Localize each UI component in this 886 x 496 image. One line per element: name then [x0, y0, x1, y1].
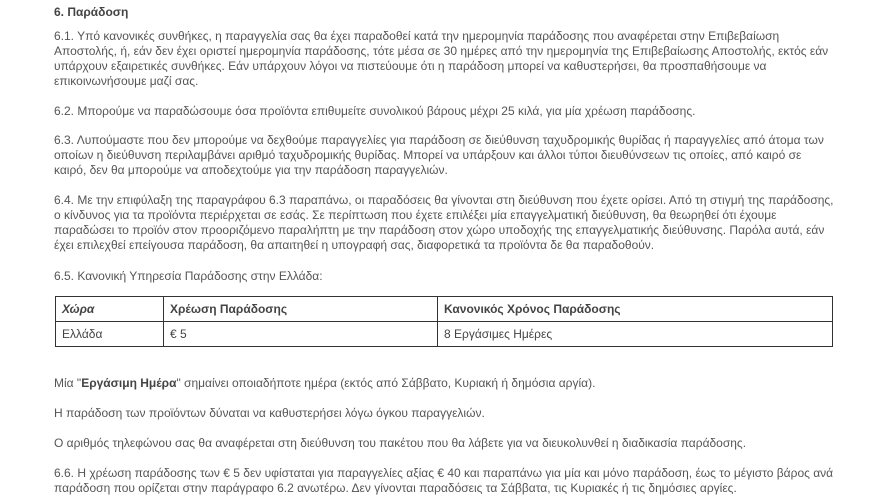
cell-country: Ελλάδα [56, 322, 164, 347]
workday-term: Εργάσιμη Ημέρα [81, 376, 177, 390]
header-country: Χώρα [56, 297, 164, 322]
paragraph-6-3: 6.3. Λυπούμαστε που δεν μπορούμε να δεχθούμε παραγγελίες για παράδοση σε διεύθυνση ταχυδρομικής θυρίδας ή παραγγελίες από άτομα των οποίων η διεύθυνση περιλαμβάνει αριθμό ταχυδρομικής θυρίδας. Μπορεί να υπάρξουν και άλλοι τύποι διευθύνσεων τις οποίες, από καιρό σε καιρό, δεν θα μπορούμε να αποδεχτούμε για την παράδοση παραγγελιών. [54, 133, 824, 177]
table-header-row [56, 297, 833, 322]
header-delivery-time: Κανονικός Χρόνος Παράδοσης [438, 297, 833, 322]
paragraph-6-4: 6.4. Με την επιφύλαξη της παραγράφου 6.3 παραπάνω, οι παραδόσεις θα γίνονται στη διεύθυνση που έχετε ορίσει. Από τη στιγμή της παράδοσης, ο κίνδυνος για τα προϊόντα περιέρχεται σε εσάς. Σε περίπτωση που έχετε επιλέξει μία επαγγελματική διεύθυνση, θα θεωρηθεί ότι έχουμε παραδώσει το προϊόν στον προοριζόμενο παραλήπτη με την παράδοση στον χώρο υποδοχής της επαγγελματικής διεύθυνσης. Παρόλα αυτά, εάν έχει επιλεχθεί επείγουσα παράδοση, θα απαιτηθεί η υπογραφή σας, διαφορετικά τα προϊόντα δε θα παραδοθούν. [54, 193, 834, 252]
workday-definition [54, 376, 834, 391]
paragraph-6-2: 6.2. Μπορούμε να παραδώσουμε όσα προϊόντα επιθυμείτε συνολικού βάρους μέχρι 25 κιλά, για μία χρέωση παράδοσης. [54, 104, 696, 118]
workday-suffix: " σημαίνει οποιαδήποτε ημέρα (εκτός από Σάββατο, Κυριακή ή δημόσια αργία). [176, 376, 596, 390]
header-delivery-charge: Χρέωση Παράδοσης [164, 297, 438, 322]
paragraph-6-1: 6.1. Υπό κανονικές συνθήκες, η παραγγελία σας θα έχει παραδοθεί κατά την ημερομηνία παράδοσης που αναφέρεται στην Επιβεβαίωση Αποστολής, ή, εάν δεν έχει οριστεί ημερομηνία παράδοσης, τότε μέσα σε 30 ημέρες από την ημερομηνία της Επιβεβαίωσης Αποστολής, εκτός εάν υπάρχουν εξαιρετικές συνθήκες. Εάν υπάρχουν λόγοι να πιστεύουμε ότι η παράδοση μπορεί να καθυστερήσει, θα προσπαθήσουμε να επικοινωνήσουμε μαζί σας. [54, 29, 829, 88]
note-volume: Η παράδοση των προϊόντων δύναται να καθυστερήσει λόγω όγκου παραγγελιών. [54, 406, 485, 420]
table-row [56, 322, 833, 347]
paragraph-6-5: 6.5. Κανονική Υπηρεσία Παράδοσης στην Ελλάδα: [54, 269, 323, 283]
cell-delivery-charge: € 5 [164, 322, 438, 347]
cell-delivery-time: 8 Εργάσιμες Ημέρες [438, 322, 833, 347]
workday-prefix: Μία " [54, 376, 82, 390]
paragraph-6-6: 6.6. Η χρέωση παράδοσης των € 5 δεν υφίσταται για παραγγελίες αξίας € 40 και παραπάνω για μία και μόνο παράδοση, έως το μέγιστο βάρος ανά παράδοση που ορίζεται στην παράγραφο 6.2 ανωτέρω. Δεν γίνονται παραδόσεις τα Σάββατα, τις Κυριακές ή τις δημόσιες αργίες. [54, 466, 834, 495]
delivery-table [55, 296, 833, 347]
section-title: 6. Παράδοση [54, 5, 129, 19]
note-phone: Ο αριθμός τηλεφώνου σας θα αναφέρεται στη διεύθυνση του πακέτου που θα λάβετε για να διευκολυνθεί η διαδικασία παράδοσης. [54, 436, 747, 450]
